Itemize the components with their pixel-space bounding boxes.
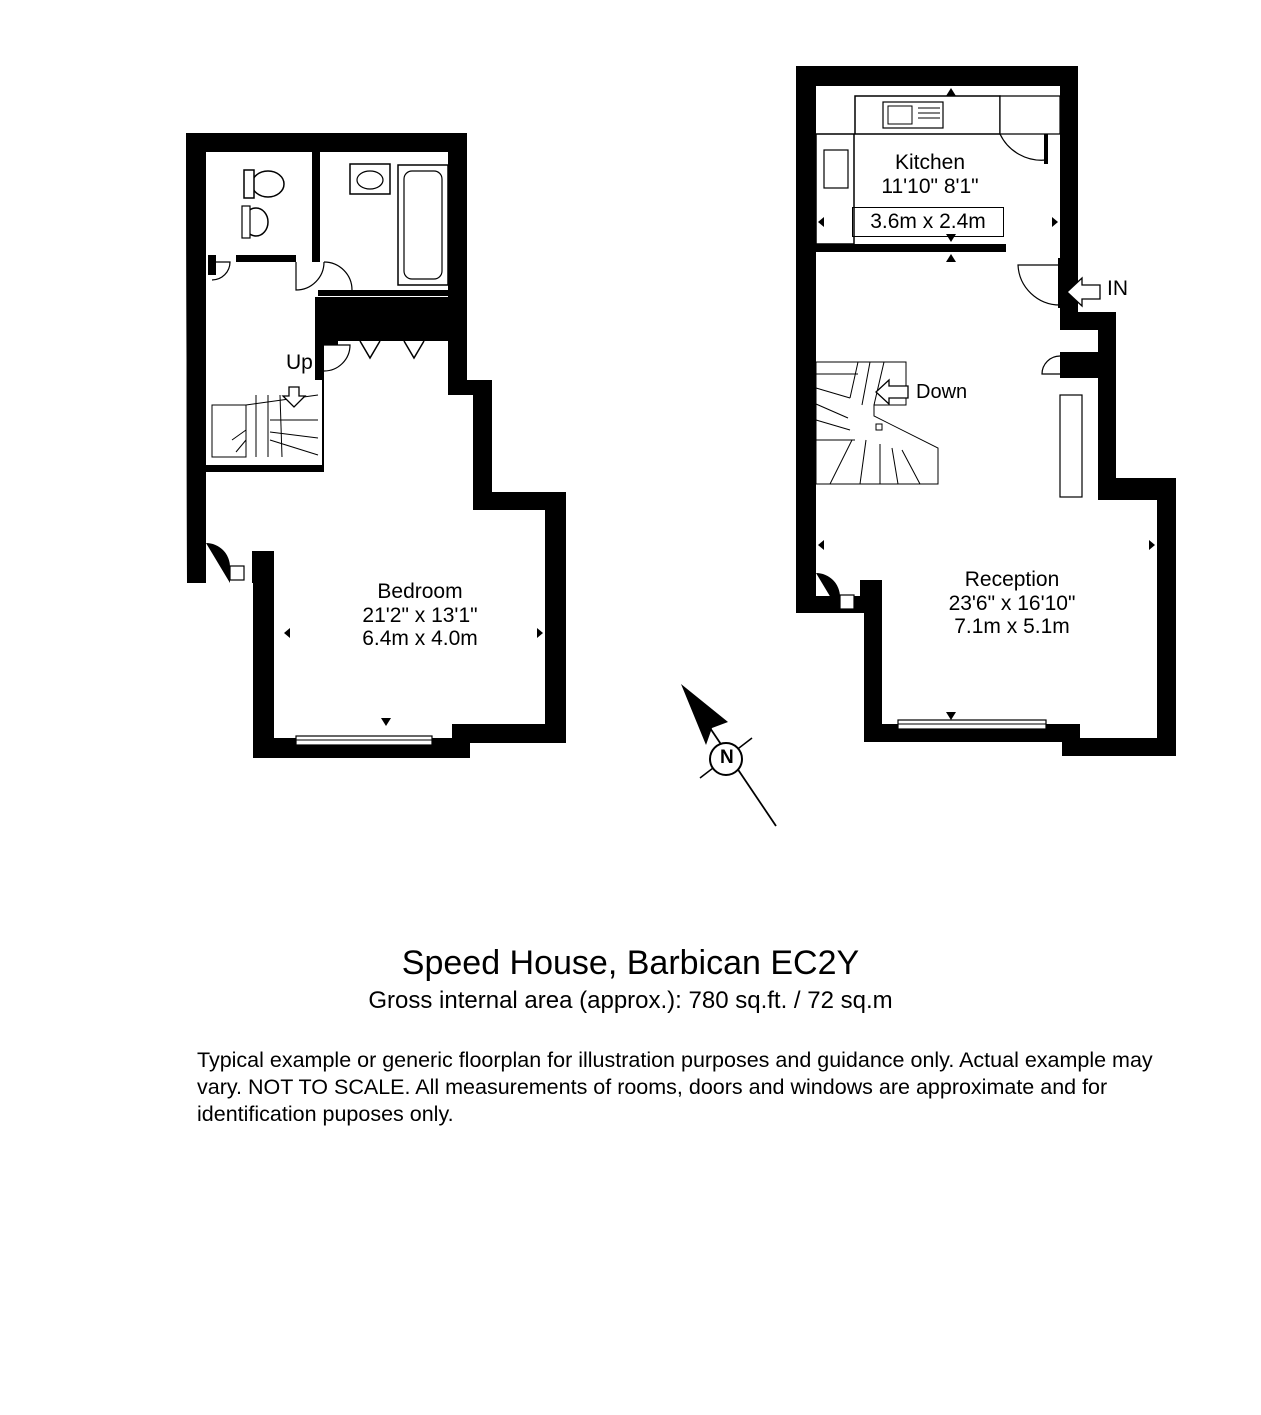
cupboard-icon	[1060, 395, 1082, 497]
disclaimer-text: Typical example or generic floorplan for illustration purposes and guidance only. Actual example may vary. NOT TO SCALE. All measurements of rooms, doors and windows are approximate and for identification puposes only.	[197, 1048, 1153, 1126]
cupboard-wall	[1060, 352, 1098, 378]
reception-label	[920, 568, 1104, 639]
column-icon	[230, 566, 244, 580]
room-name: Bedroom	[377, 580, 463, 603]
room-metric-size: 6.4m x 4.0m	[362, 627, 478, 651]
toilet-cistern-icon	[244, 170, 254, 198]
room-name: Kitchen	[894, 151, 966, 174]
entrance-label: IN	[1107, 277, 1128, 300]
bathtub-inner-icon	[404, 171, 442, 279]
room-imperial-size: 21'2" x 13'1"	[362, 603, 478, 627]
kitchen-metric-box: 3.6m x 2.4m	[852, 207, 1004, 237]
stairs-down-label: Down	[916, 381, 968, 403]
stairs-up-label: Up	[286, 351, 313, 374]
room-name: Reception	[964, 568, 1060, 591]
room-imperial-size: 11'10" 8'1"	[881, 174, 979, 198]
basin-icon	[242, 206, 250, 238]
bathroom-partition	[208, 255, 216, 275]
compass-north-label: N	[720, 747, 734, 768]
kitchen-wall	[816, 244, 1006, 252]
sink-bowl-icon	[357, 171, 383, 189]
room-metric-size: 7.1m x 5.1m	[954, 615, 1070, 639]
property-title: Speed House, Barbican EC2Y	[401, 944, 860, 982]
door-swing-icon	[1000, 96, 1060, 134]
wc-partition	[312, 152, 320, 262]
kitchen-label	[850, 151, 1010, 198]
bedroom-label	[330, 580, 510, 651]
lower-floor-plan	[186, 133, 566, 758]
column-icon	[840, 595, 854, 609]
hob-icon	[824, 150, 848, 188]
toilet-icon	[252, 171, 284, 197]
gross-area: Gross internal area (approx.): 780 sq.ft. / 72 sq.m	[368, 987, 893, 1014]
room-imperial-size: 23'6" x 16'10"	[948, 591, 1076, 615]
kitchen-sink-icon	[888, 106, 912, 124]
bathroom-partition	[318, 290, 450, 296]
wc-partition	[236, 255, 296, 262]
north-arrow-icon	[681, 684, 728, 745]
